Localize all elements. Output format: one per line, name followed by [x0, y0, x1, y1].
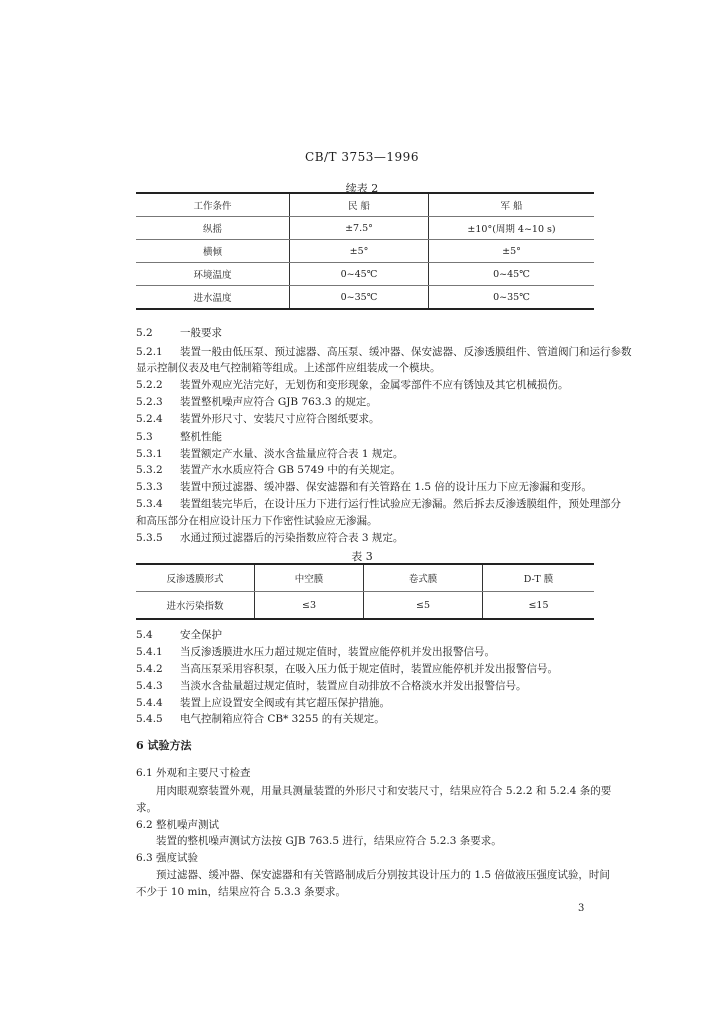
table-cell: 0~45℃ — [290, 263, 429, 286]
section-line — [136, 345, 632, 359]
table-cell: ≤3 — [255, 592, 364, 620]
section-line — [136, 480, 596, 494]
section-number: 5.3.5 — [136, 532, 163, 544]
section-number: 5.2.4 — [136, 413, 163, 425]
section-text: 装置的整机噪声测试方法按 GJB 763.5 进行，结果应符合 5.2.3 条要求。 — [156, 835, 502, 847]
section-text: 装置产水水质应符合 GB 5749 中的有关规定。 — [180, 464, 401, 476]
section-line — [136, 679, 596, 693]
section-number: 5.2.2 — [136, 379, 163, 391]
table-cell: 0~35℃ — [429, 286, 595, 310]
table-row — [136, 263, 594, 286]
section-number: 5.4.1 — [136, 646, 163, 658]
section-text: 装置组装完毕后，在设计压力下进行运行性试验应无渗漏。然后拆去反渗透膜组件，预处理部分 — [180, 498, 621, 510]
section-text: 装置外观应光洁完好，无划伤和变形现象，金属零部件不应有锈蚀及其它机械损伤。 — [180, 379, 569, 391]
section-line — [136, 412, 596, 426]
section-number: 5.4 — [136, 629, 153, 641]
table2-caption: 续表 2 — [345, 182, 379, 195]
section-text: 和高压部分在相应设计压力下作密性试验应无渗漏。 — [136, 515, 378, 527]
section-number: 5.2.1 — [136, 346, 163, 358]
section-line — [136, 395, 596, 409]
section-text: 当反渗透膜进水压力超过规定值时，装置应能停机并发出报警信号。 — [180, 646, 495, 658]
section-text: 水通过预过滤器后的污染指数应符合表 3 规定。 — [180, 532, 404, 544]
section-line — [136, 628, 596, 642]
section-number: 5.4.3 — [136, 680, 163, 692]
section-line — [136, 696, 596, 710]
table-header-cell: 反渗透膜形式 — [136, 564, 255, 592]
section-text: 求。 — [136, 802, 157, 814]
table-header-cell: 卷式膜 — [364, 564, 483, 592]
section-text: 装置中预过滤器、缓冲器、保安滤器和有关管路在 1.5 倍的设计压力下应无渗漏和变形。 — [180, 481, 592, 493]
table-header-cell: D-T 膜 — [483, 564, 595, 592]
section-line — [136, 326, 596, 340]
table-row — [136, 286, 594, 310]
section-number: 5.4.2 — [136, 663, 163, 675]
section-number: 5.3.4 — [136, 498, 163, 510]
section-text: 不少于 10 min，结果应符合 5.3.3 条要求。 — [136, 886, 347, 898]
section-number: 5.3 — [136, 431, 153, 443]
section-line — [136, 378, 596, 392]
table-cell: 0~35℃ — [290, 286, 429, 310]
section-text: 预过滤器、缓冲器、保安滤器和有关管路制成后分别按其设计压力的 1.5 倍做液压强度试验，时间 — [156, 869, 610, 881]
section-line — [136, 645, 596, 659]
section-heading: 6.2 整机噪声测试 — [136, 819, 220, 831]
table3-caption: 表 3 — [351, 550, 373, 563]
table-cell: 进水温度 — [136, 286, 290, 310]
table-header-cell: 中空膜 — [255, 564, 364, 592]
section-text: 当淡水含盐量超过规定值时，装置应自动排放不合格淡水并发出报警信号。 — [180, 680, 527, 692]
section-line — [136, 531, 596, 545]
table-cell: 环境温度 — [136, 263, 290, 286]
section-text: 装置一般由低压泵、预过滤器、高压泵、缓冲器、保安滤器、反渗透膜组件、管道阀门和运行参数 — [180, 346, 632, 358]
standard-code-header: CB/T 3753—1996 — [305, 150, 419, 164]
page-number: 3 — [578, 903, 585, 914]
table-cell: 纵摇 — [136, 217, 290, 240]
section-line — [136, 497, 621, 511]
section6-heading: 6 试验方法 — [136, 739, 192, 752]
section-text: 当高压泵采用容积泵，在吸入压力低于规定值时，装置应能停机并发出报警信号。 — [180, 663, 558, 675]
section-number: 5.2 — [136, 327, 153, 339]
section-text: 装置额定产水量、淡水含盐量应符合表 1 规定。 — [180, 448, 404, 460]
section-line — [136, 463, 596, 477]
table-row — [136, 592, 594, 620]
section-line — [136, 662, 596, 676]
section-text: 用肉眼观察装置外观，用量具测量装置的外形尺寸和安装尺寸，结果应符合 5.2.2 和 5.2.4 条的要 — [156, 785, 612, 797]
section-text: 装置上应设置安全阀或有其它超压保护措施。 — [180, 697, 390, 709]
section-heading: 6.3 强度试验 — [136, 852, 199, 864]
section-line — [136, 430, 596, 444]
table2 — [136, 192, 594, 310]
table-header-cell: 工作条件 — [136, 193, 290, 217]
section-line — [136, 447, 596, 461]
section-text: 整机性能 — [180, 431, 222, 443]
table-header-cell: 军 船 — [429, 193, 595, 217]
table-cell: ±10°(周期 4~10 s) — [429, 217, 595, 240]
section-text: 装置外形尺寸、安装尺寸应符合图纸要求。 — [180, 413, 380, 425]
table-row — [136, 240, 594, 263]
section-text: 显示控制仪表及电气控制箱等组成。上述部件应组装成一个模块。 — [136, 362, 441, 374]
section-line — [136, 361, 596, 375]
section-line — [136, 712, 596, 726]
section-number: 5.3.2 — [136, 464, 163, 476]
section-line — [136, 514, 596, 528]
section-heading: 6.1 外观和主要尺寸检查 — [136, 767, 251, 779]
section-number: 5.2.3 — [136, 396, 163, 408]
table-cell: ±7.5° — [290, 217, 429, 240]
section-text: 装置整机噪声应符合 GJB 763.3 的规定。 — [180, 396, 377, 408]
table-cell: ≤15 — [483, 592, 595, 620]
table-cell: ±5° — [429, 240, 595, 263]
table-cell: 0~45℃ — [429, 263, 595, 286]
table-cell: ≤5 — [364, 592, 483, 620]
section-text: 电气控制箱应符合 CB* 3255 的有关规定。 — [180, 713, 385, 725]
section-text: 安全保护 — [180, 629, 222, 641]
section-text: 一般要求 — [180, 327, 222, 339]
table-cell: ±5° — [290, 240, 429, 263]
table-cell: 进水污染指数 — [136, 592, 255, 620]
section-number: 5.3.1 — [136, 448, 163, 460]
section-number: 5.4.4 — [136, 697, 163, 709]
table-header-row — [136, 564, 594, 592]
table-row — [136, 217, 594, 240]
table-header-row — [136, 193, 594, 217]
section-number: 5.4.5 — [136, 713, 163, 725]
table-cell: 横倾 — [136, 240, 290, 263]
table3 — [136, 563, 594, 620]
table-header-cell: 民 船 — [290, 193, 429, 217]
section-number: 5.3.3 — [136, 481, 163, 493]
